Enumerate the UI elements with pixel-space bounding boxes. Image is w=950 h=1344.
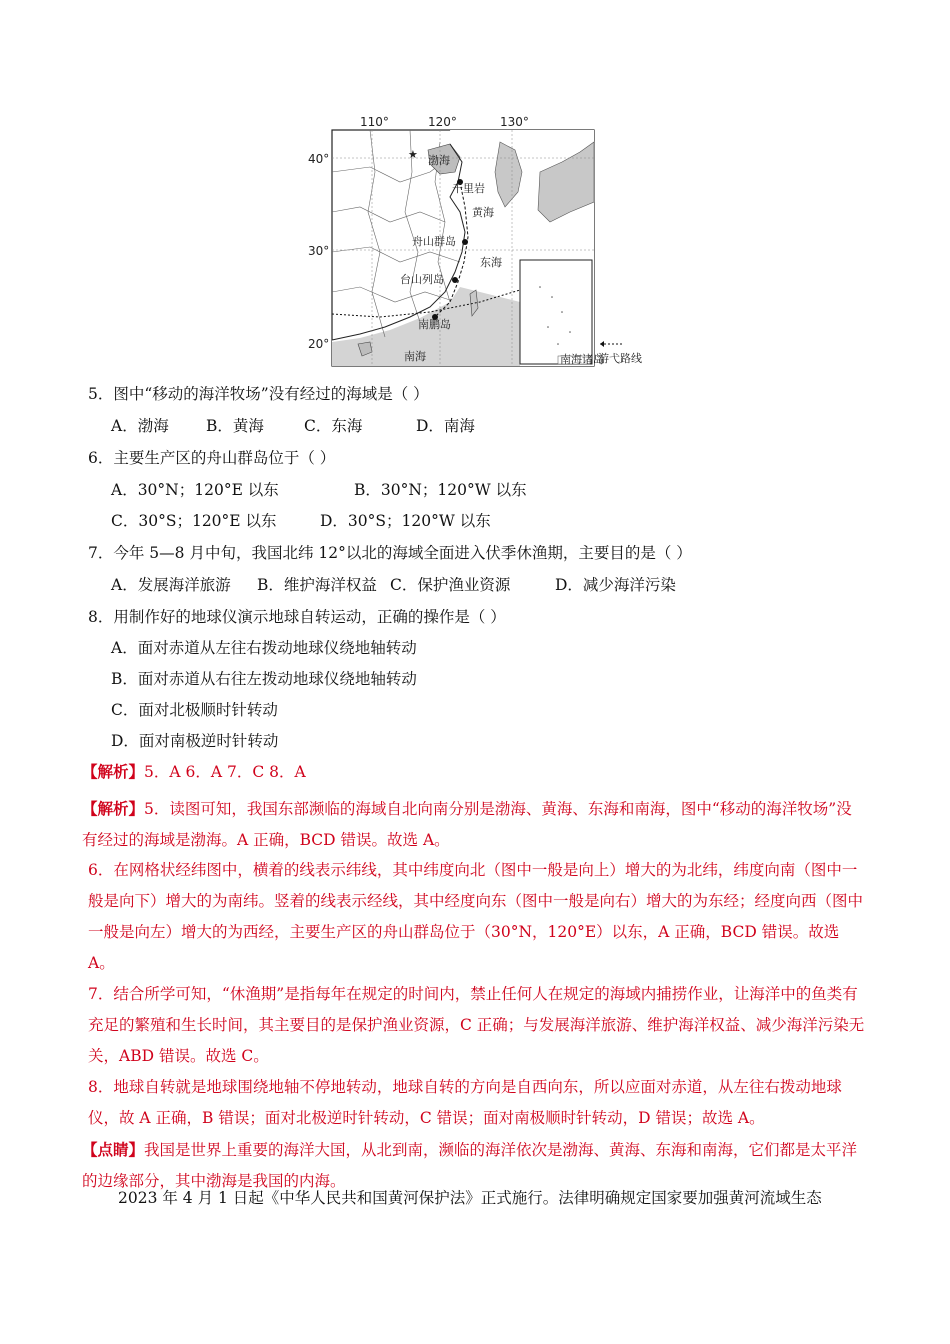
analysis-5-text: 5．读图可知，我国东部濒临的海域自北向南分别是渤海、黄海、东海和南海，图中“移动的海洋牧场”没有经过的海域是渤海。A 正确，BCD 错误。故选 A。 <box>82 800 852 849</box>
tip-tag: 【点睛】 <box>82 1140 145 1159</box>
q6-option-b: B．30°N；120°W 以东 <box>354 481 527 499</box>
q5-option-c: C．东海 <box>304 417 363 435</box>
label-taishan: 台山列岛 <box>400 273 444 286</box>
inset-label: 南海诸岛 <box>560 353 604 366</box>
legend-label: 游弋路线 <box>598 352 642 365</box>
next-paragraph: 2023 年 4 月 1 日起《中华人民共和国黄河保护法》正式施行。法律明确规定国家要加强黄河流域生态 <box>118 1189 822 1207</box>
q7-option-d: D．减少海洋污染 <box>555 576 676 594</box>
q7-option-c: C．保护渔业资源 <box>390 576 511 594</box>
taishan-dot <box>452 277 458 283</box>
q5-option-a: A．渤海 <box>111 417 169 435</box>
q8-option-b: B．面对赤道从右往左拨动地球仪绕地轴转动 <box>111 670 417 688</box>
question-8-stem: 8．用制作好的地球仪演示地球自转运动，正确的操作是（ ） <box>88 608 506 626</box>
answer-key <box>82 762 862 782</box>
answer-key-text: 5．A 6．A 7．C 8．A <box>144 763 306 781</box>
analysis-6: 6．在网格状经纬图中，横着的线表示纬线，其中纬度向北（图中一般是向上）增大的为北纬，纬度向南（图中一般是向下）增大的为南纬。竖着的线表示经线，其中经度向东（图中一般是向右）增大的为东经；经度向西（图中一般是向左）增大的为西经，主要生产区的舟山群岛位于（30°N，120°E）以东，A 正确，BCD 错误。故选 A。 <box>88 861 864 972</box>
q7-option-b: B．维护海洋权益 <box>257 576 377 594</box>
label-bohai: 渤海 <box>428 154 450 167</box>
inset-box <box>520 260 592 364</box>
question-7-stem: 7．今年 5—8 月中旬，我国北纬 12°以北的海域全面进入伏季休渔期，主要目的是（ ） <box>88 544 692 562</box>
label-qianliyan: 千里岩 <box>452 182 485 195</box>
lon-tick-120: 120° <box>428 115 457 129</box>
q6-option-d: D．30°S；120°W 以东 <box>320 512 491 530</box>
tip-text: 我国是世界上重要的海洋大国，从北到南，濒临的海洋依次是渤海、黄海、东海和南海，它们都是太平洋的边缘部分，其中渤海是我国的内海。 <box>82 1141 858 1190</box>
label-huanghai: 黄海 <box>472 206 494 219</box>
q5-option-d: D．南海 <box>416 417 475 435</box>
q6-option-a: A．30°N；120°E 以东 <box>111 481 279 499</box>
question-6-stem: 6．主要生产区的舟山群岛位于（ ） <box>88 449 336 467</box>
q7-option-a: A．发展海洋旅游 <box>111 576 231 594</box>
label-nanhai: 南海 <box>404 350 426 363</box>
analysis-5 <box>82 793 862 856</box>
lat-tick-20: 20° <box>308 337 330 351</box>
zhoushan-dot <box>462 239 468 245</box>
q8-option-c: C．面对北极顺时针转动 <box>111 701 278 719</box>
analysis-7: 7．结合所学可知，“休渔期”是指每年在规定的时间内，禁止任何人在规定的海域内捕捞作业，让海洋中的鱼类有充足的繁殖和生长时间，其主要目的是保护渔业资源，C 正确；与发展海洋旅游、维护海洋权益、减少海洋污染无关，ABD 错误。故选 C。 <box>88 985 865 1065</box>
map-svg <box>300 112 660 374</box>
lat-tick-30: 30° <box>308 244 330 258</box>
q8-option-d: D．面对南极逆时针转动 <box>111 732 279 750</box>
label-nanpeng: 南鹏岛 <box>418 318 451 331</box>
sea-route-map <box>300 112 660 374</box>
analysis-8: 8．地球自转就是地球围绕地轴不停地转动，地球自转的方向是自西向东，所以应面对赤道，从左往右拨动地球仪，故 A 正确，B 错误；面对北极逆时针转动，C 错误；面对南极顺时针转动，D 错误；故选 A。 <box>88 1078 842 1127</box>
lon-tick-110: 110° <box>360 115 389 129</box>
lat-tick-40: 40° <box>308 152 330 166</box>
q8-option-a: A．面对赤道从左往右拨动地球仪绕地轴转动 <box>111 639 417 657</box>
q5-option-b: B．黄海 <box>206 417 264 435</box>
answer-key-tag: 【解析】 <box>82 762 145 781</box>
analysis-tag: 【解析】 <box>82 799 145 818</box>
q6-option-c: C．30°S；120°E 以东 <box>111 512 277 530</box>
label-donghai: 东海 <box>480 256 502 269</box>
label-zhoushan: 舟山群岛 <box>412 235 456 248</box>
question-5-stem: 5．图中“移动的海洋牧场”没有经过的海域是（ ） <box>88 385 429 403</box>
legend-arrow-icon <box>600 341 604 347</box>
lon-tick-130: 130° <box>500 115 529 129</box>
capital-star-icon: ★ <box>408 148 418 161</box>
